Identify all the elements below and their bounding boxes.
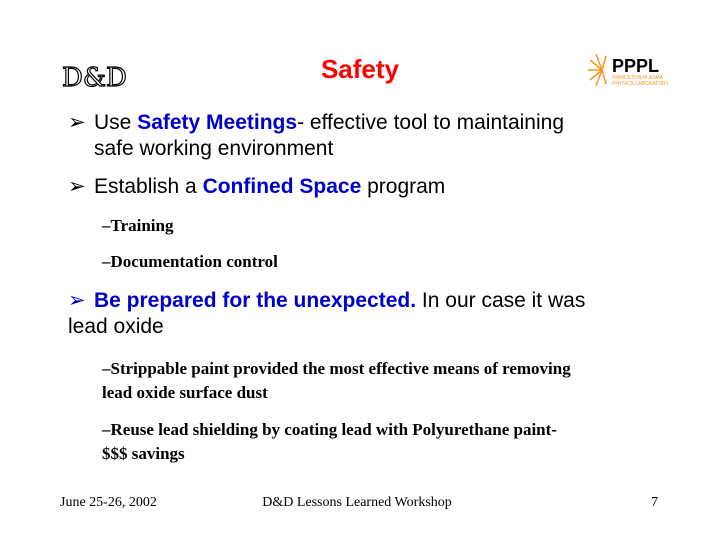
slide-title: Safety: [320, 54, 400, 84]
arrow-bullet-icon: ➢: [68, 289, 86, 312]
subitem-reuse-lead: –Reuse lead shielding by coating lead with Polyurethane paint- $$$ savings: [102, 420, 557, 463]
arrow-bullet-icon: ➢: [68, 175, 86, 198]
bullet-be-prepared: ➢ Be prepared for the unexpected. In our case it was lead oxide: [68, 289, 586, 338]
pppl-logo-sub1: PRINCETON PLASMA: [612, 75, 664, 81]
subitem-strippable-paint: –Strippable paint provided the most effective means of removing lead oxide surface dust: [102, 359, 571, 402]
dd-logo-text: D&D: [62, 63, 127, 92]
bullet-safety-meetings: ➢ Use Safety Meetings- effective tool to maintaining safe working environment: [68, 111, 565, 160]
pppl-logo-text: PPPL: [612, 56, 660, 76]
subitem-documentation: –Documentation control: [102, 252, 278, 271]
footer-date: June 25-26, 2002: [60, 495, 157, 510]
page-number: 7: [651, 495, 658, 510]
arrow-bullet-icon: ➢: [68, 111, 86, 134]
footer-event: D&D Lessons Learned Workshop: [262, 495, 452, 510]
subitem-training: –Training: [102, 216, 174, 235]
bullet-confined-space: ➢ Establish a Confined Space program: [68, 175, 446, 198]
pppl-logo: [588, 50, 668, 90]
pppl-logo-sub2: PHYSICS LABORATORY: [612, 81, 668, 87]
